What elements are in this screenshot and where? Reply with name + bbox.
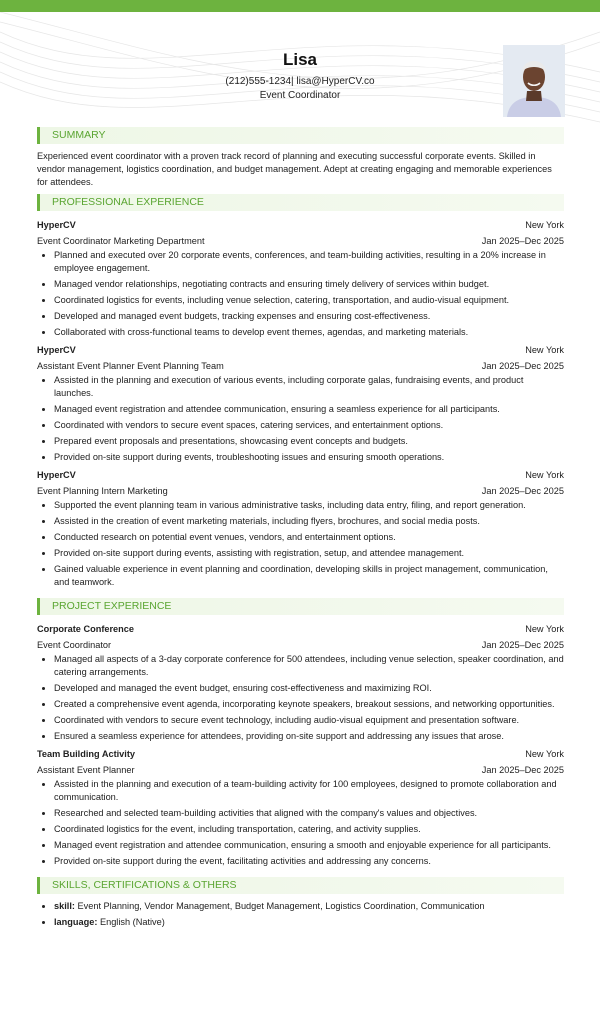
dates: Jan 2025–Dec 2025 xyxy=(481,765,564,775)
bullet-item: • Collaborated with cross-functional teams to develop event themes, agendas, and marketing materials. xyxy=(54,326,564,339)
bullet-item: • Developed and managed the event budget, ensuring cost-effectiveness and maximizing ROI. xyxy=(54,682,564,695)
bullet-item: • Developed and managed event budgets, tracking expenses and ensuring cost-effectiveness. xyxy=(54,310,564,323)
bullet-item: • Managed vendor relationships, negotiating contracts and ensuring timely delivery of services within budget. xyxy=(54,278,564,291)
bullet-item: • Coordinated logistics for the event, including transportation, catering, and activity supplies. xyxy=(54,823,564,836)
bullet-item: • Prepared event proposals and presentations, showcasing event concepts and budgets. xyxy=(54,435,564,448)
candidate-name: Lisa xyxy=(282,50,318,69)
role: Event Coordinator Marketing Department xyxy=(37,236,205,246)
bullet-item: • Coordinated logistics for events, including venue selection, catering, transportation, and audio-visual equipment. xyxy=(54,294,564,307)
resume-body xyxy=(37,127,564,932)
bullet-item: • Provided on-site support during events, assisting with registration, setup, and attendee management. xyxy=(54,547,564,560)
language-item xyxy=(54,916,564,929)
location: New York xyxy=(525,749,564,759)
bullet-item: • Provided on-site support during the event, facilitating activities and addressing any concerns. xyxy=(54,855,564,868)
bullet-item: • Managed event registration and attendee communication, ensuring a smooth and enjoyable experience for all participants. xyxy=(54,839,564,852)
organization: HyperCV xyxy=(37,220,76,230)
bullet-item: • Conducted research on potential event venues, vendors, and entertainment options. xyxy=(54,531,564,544)
location: New York xyxy=(525,470,564,480)
bullet-item: • Provided on-site support during events, troubleshooting issues and ensuring smooth operations. xyxy=(54,451,564,464)
bullet-item: • Supported the event planning team in various administrative tasks, including data entry, filing, and report generation. xyxy=(54,499,564,512)
project-entry xyxy=(37,746,564,868)
bullet-item: • Ensured a seamless experience for attendees, providing on-site support and addressing any issues that arose. xyxy=(54,730,564,743)
organization: HyperCV xyxy=(37,470,76,480)
bullet-item: • Assisted in the creation of event marketing materials, including flyers, brochures, and social media posts. xyxy=(54,515,564,528)
skill-label: skill: xyxy=(54,901,75,911)
experience-heading: PROFESSIONAL EXPERIENCE xyxy=(37,194,564,211)
summary-heading: SUMMARY xyxy=(37,127,564,144)
bullet-item: • Researched and selected team-building activities that aligned with the company's values and objectives. xyxy=(54,807,564,820)
skill-item xyxy=(54,900,564,913)
project-name: Team Building Activity xyxy=(37,749,136,759)
project-name: Corporate Conference xyxy=(37,624,134,634)
skills-list xyxy=(37,900,564,929)
role: Assistant Event Planner Event Planning Team xyxy=(37,361,224,371)
skills-heading: SKILLS, CERTIFICATIONS & OTHERS xyxy=(37,877,564,894)
bullet-item: • Coordinated with vendors to secure event technology, including audio-visual equipment and presentation software. xyxy=(54,714,564,727)
location: New York xyxy=(525,624,564,634)
job-entry xyxy=(37,467,564,589)
bullet-item: • Gained valuable experience in event planning and coordination, developing skills in project management, communication, and teamwork. xyxy=(54,563,564,589)
projects-heading: PROJECT EXPERIENCE xyxy=(37,598,564,615)
role: Event Planning Intern Marketing xyxy=(37,486,168,496)
role: Event Coordinator xyxy=(37,640,112,650)
organization: HyperCV xyxy=(37,345,76,355)
bullet-item: • Coordinated with vendors to secure event spaces, catering services, and entertainment options. xyxy=(54,419,564,432)
dates: Jan 2025–Dec 2025 xyxy=(481,640,564,650)
contact-info: (212)555-1234| lisa@HyperCV.co xyxy=(225,76,375,87)
language-label: language: xyxy=(54,917,98,927)
bullet-item: • Assisted in the planning and execution of a team-building activity for 100 employees, designed to promote collaboration and communication. xyxy=(54,778,564,804)
summary-text: Experienced event coordinator with a proven track record of planning and executing successful corporate events. Skilled in vendor management, logistics coordination, and budget management. Adept at creating engaging and memorable experiences for attendees. xyxy=(37,151,552,187)
dates: Jan 2025–Dec 2025 xyxy=(481,361,564,371)
job-title: Event Coordinator xyxy=(259,90,341,101)
dates: Jan 2025–Dec 2025 xyxy=(481,486,564,496)
bullet-item: • Managed all aspects of a 3-day corporate conference for 500 attendees, including venue selection, speaker coordination, and catering arrangements. xyxy=(54,653,564,679)
bullet-item: • Assisted in the planning and execution of various events, including corporate galas, fundraising events, and product launches. xyxy=(54,374,564,400)
role: Assistant Event Planner xyxy=(37,765,135,775)
top-accent-bar xyxy=(0,0,600,12)
language-value: English (Native) xyxy=(99,917,165,927)
bullet-item: • Created a comprehensive event agenda, incorporating keynote speakers, breakout sessions, and networking opportunities. xyxy=(54,698,564,711)
job-entry xyxy=(37,217,564,339)
skill-value: Event Planning, Vendor Management, Budget Management, Logistics Coordination, Communication xyxy=(77,901,485,911)
job-entry xyxy=(37,342,564,464)
location: New York xyxy=(525,220,564,230)
bullet-item: • Managed event registration and attendee communication, ensuring a seamless experience for all participants. xyxy=(54,403,564,416)
profile-photo xyxy=(503,45,565,117)
location: New York xyxy=(525,345,564,355)
dates: Jan 2025–Dec 2025 xyxy=(481,236,564,246)
bullet-item: • Planned and executed over 20 corporate events, conferences, and team-building activities, resulting in a 20% increase in employee engagement. xyxy=(54,249,564,275)
project-entry xyxy=(37,621,564,743)
